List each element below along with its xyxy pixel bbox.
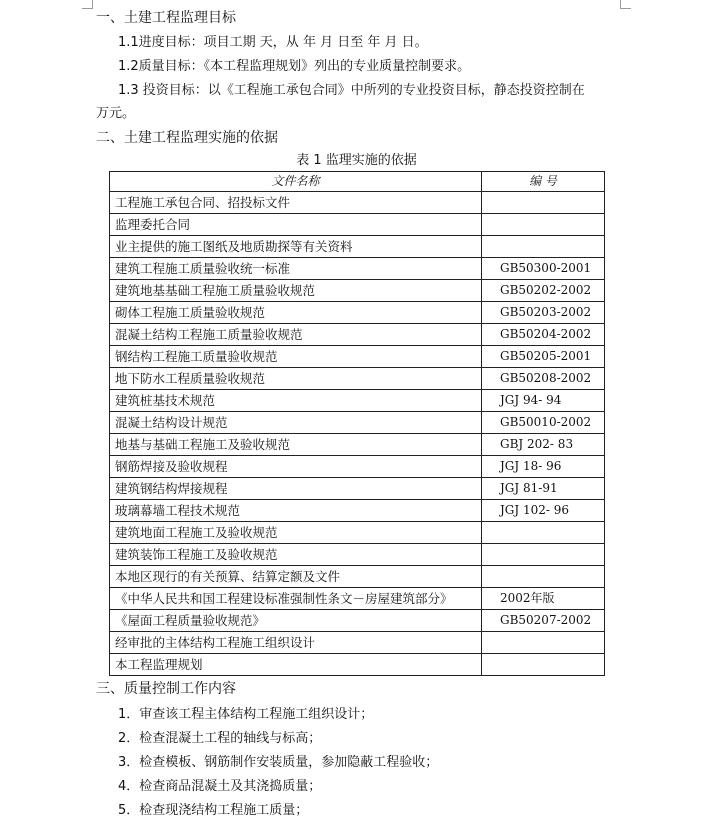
document-code-cell: JGJ 102- 96 — [482, 500, 605, 522]
document-code-cell: JGJ 81-91 — [482, 478, 605, 500]
document-name-cell: 本地区现行的有关预算、结算定额及文件 — [110, 566, 482, 588]
table-row — [110, 258, 605, 280]
document-code-cell — [482, 192, 605, 214]
table-row — [110, 456, 605, 478]
table-row — [110, 214, 605, 236]
table-row — [110, 632, 605, 654]
document-name-cell: 监理委托合同 — [110, 214, 482, 236]
table-row — [110, 610, 605, 632]
table-row — [110, 192, 605, 214]
document-code-cell: JGJ 18- 96 — [482, 456, 605, 478]
document-name-cell: 《屋面工程质量验收规范》 — [110, 610, 482, 632]
section-heading: 三、质量控制工作内容 — [96, 681, 236, 697]
document-name-cell: 地基与基础工程施工及验收规范 — [110, 434, 482, 456]
document-code-cell — [482, 544, 605, 566]
document-name-cell: 本工程监理规划 — [110, 654, 482, 676]
page-corner-mark — [82, 0, 93, 9]
list-item: 5．检查现浇结构工程施工质量； — [118, 803, 309, 818]
document-name-cell: 建筑工程施工质量验收统一标准 — [110, 258, 482, 280]
table-row — [110, 324, 605, 346]
document-name-cell: 建筑地面工程施工及验收规范 — [110, 522, 482, 544]
table-row — [110, 390, 605, 412]
document-name-cell: 混凝土结构工程施工质量验收规范 — [110, 324, 482, 346]
table-caption: 表 1 监理实施的依据 — [296, 153, 417, 168]
table-row — [110, 544, 605, 566]
document-code-cell — [482, 214, 605, 236]
document-code-cell: GB50203-2002 — [482, 302, 605, 324]
document-code-cell — [482, 654, 605, 676]
document-name-cell: 《中华人民共和国工程建设标准强制性条文－房屋建筑部分》 — [110, 588, 482, 610]
document-name-cell: 建筑装饰工程施工及验收规范 — [110, 544, 482, 566]
table-row — [110, 280, 605, 302]
table-row — [110, 522, 605, 544]
paragraph: 1.1进度目标：项目工期 天，从 年 月 日至 年 月 日。 — [118, 35, 428, 50]
document-code-cell: GB50010-2002 — [482, 412, 605, 434]
document-code-cell — [482, 566, 605, 588]
document-code-cell: GBJ 202- 83 — [482, 434, 605, 456]
document-code-cell — [482, 632, 605, 654]
table-row — [110, 588, 605, 610]
document-code-cell — [482, 236, 605, 258]
document-code-cell: GB50202-2002 — [482, 280, 605, 302]
basis-table — [109, 171, 605, 676]
document-name-cell: 混凝土结构设计规范 — [110, 412, 482, 434]
document-code-cell: 2002年版 — [482, 588, 605, 610]
document-name-cell: 砌体工程施工质量验收规范 — [110, 302, 482, 324]
document-code-cell: GB50300-2001 — [482, 258, 605, 280]
list-item: 4．检查商品混凝土及其浇捣质量； — [118, 779, 322, 794]
table-header-row — [110, 172, 605, 192]
list-item: 2．检查混凝土工程的轴线与标高； — [118, 731, 322, 746]
paragraph: 1.2质量目标：《本工程监理规划》列出的专业质量控制要求。 — [118, 59, 471, 74]
document-name-cell: 钢筋焊接及验收规程 — [110, 456, 482, 478]
paragraph: 1.3 投资目标：以《工程施工承包合同》中所列的专业投资目标，静态投资控制在 — [118, 83, 585, 98]
page-corner-mark — [620, 0, 631, 9]
table-row — [110, 412, 605, 434]
document-name-cell: 钢结构工程施工质量验收规范 — [110, 346, 482, 368]
table-row — [110, 302, 605, 324]
column-header: 文件名称 — [110, 172, 482, 192]
table-row — [110, 434, 605, 456]
document-name-cell: 建筑桩基技术规范 — [110, 390, 482, 412]
document-name-cell: 经审批的主体结构工程施工组织设计 — [110, 632, 482, 654]
table-row — [110, 368, 605, 390]
table-row — [110, 346, 605, 368]
document-name-cell: 玻璃幕墙工程技术规范 — [110, 500, 482, 522]
paragraph: 万元。 — [96, 106, 136, 121]
table-row — [110, 654, 605, 676]
document-name-cell: 建筑地基基础工程施工质量验收规范 — [110, 280, 482, 302]
list-item: 3．检查模板、钢筋制作安装质量，参加隐蔽工程验收； — [118, 755, 439, 770]
document-name-cell: 建筑钢结构焊接规程 — [110, 478, 482, 500]
document-name-cell: 业主提供的施工图纸及地质勘探等有关资料 — [110, 236, 482, 258]
document-code-cell: GB50204-2002 — [482, 324, 605, 346]
section-heading: 二、土建工程监理实施的依据 — [96, 130, 278, 146]
table-row — [110, 566, 605, 588]
document-code-cell: JGJ 94- 94 — [482, 390, 605, 412]
document-name-cell: 地下防水工程质量验收规范 — [110, 368, 482, 390]
table-row — [110, 500, 605, 522]
table-row — [110, 236, 605, 258]
document-code-cell: GB50207-2002 — [482, 610, 605, 632]
document-name-cell: 工程施工承包合同、招投标文件 — [110, 192, 482, 214]
column-header: 编 号 — [482, 172, 605, 192]
section-heading: 一、土建工程监理目标 — [96, 10, 236, 26]
document-code-cell: GB50205-2001 — [482, 346, 605, 368]
document-code-cell — [482, 522, 605, 544]
document-code-cell: GB50208-2002 — [482, 368, 605, 390]
list-item: 1．审查该工程主体结构工程施工组织设计； — [118, 707, 374, 722]
table-row — [110, 478, 605, 500]
